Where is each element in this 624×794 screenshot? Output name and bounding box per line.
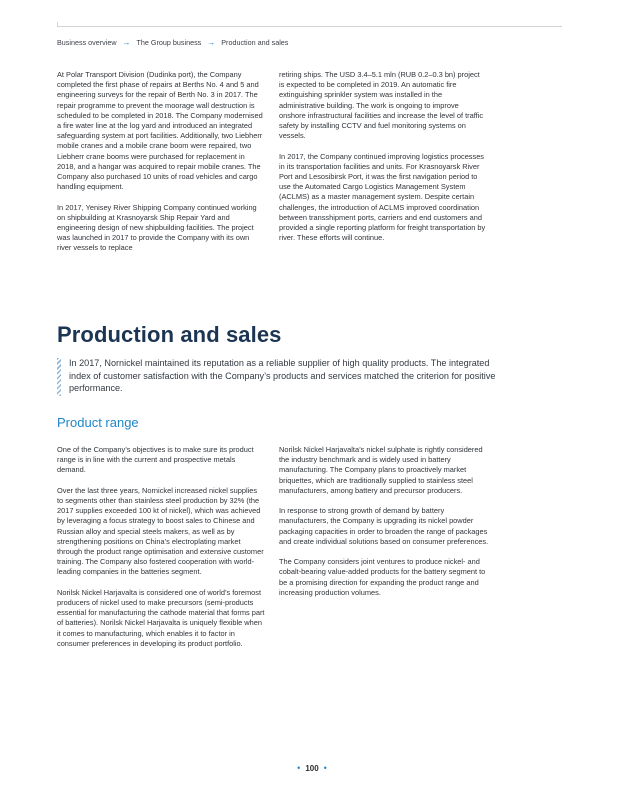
product-range-title: Product range (57, 415, 139, 430)
quote-bar (57, 358, 61, 396)
lead-quote (57, 357, 497, 397)
product-range-right-column (279, 445, 491, 608)
bullet-dot-icon: • (323, 763, 327, 773)
breadcrumb-item-production-and-sales[interactable]: Production and sales (221, 38, 289, 47)
breadcrumb (57, 38, 288, 47)
paragraph-logistics: In 2017, the Company continued improving logistics processes in its transportation facilities and units. For Krasnoyarsk River Port and Lesosibirsk Port, it was the first navigation period to use the Automated Cargo Logistics Management System (ACLMS) as a master management system. Despite certain challenges, the introduction of ACLMS improved coordination between transshipment ports, carriers and end customers and provided a single reporting platform for freight transportation by river. These efforts will continue. (279, 151, 486, 243)
paragraph-harjavalta: Norilsk Nickel Harjavalta is considered one of world’s foremost producers of nickel used to make precursors (semi-products essential for manufacturing the cathode material that forms part of batteries). Norilsk Nickel Harjavalta is uniquely flexible when it comes to manufacturing, which enables it to factor in consumer preferences in developing its product portfolio. (57, 587, 265, 648)
product-range-left-column (57, 445, 265, 659)
paragraph-yenisey-shipping: In 2017, Yenisey River Shipping Company continued working on shipbuilding at Krasnoyarsk Ship Repair Yard and engineering design of new shipbuilding facilities. The project was launched in 2017 to provide the Company with its own river vessels to replace (57, 202, 257, 253)
top-right-column (279, 70, 487, 254)
paragraph-objectives: One of the Company’s objectives is to make sure its product range is in line with the current and prospective metals demand. (57, 445, 254, 475)
paragraph-nickel-sulphate: Norilsk Nickel Harjavalta’s nickel sulphate is rightly considered the industry benchmark and is widely used in battery manufacturing. The Company plans to proactively market briquettes, which are traditionally supplied to stainless steel manufacturers, among battery and precursor producers. (279, 445, 483, 495)
paragraph-polar-transport: At Polar Transport Division (Dudinka port), the Company completed the first phase of repairs at Berths No. 4 and 5 and engineering surveys for the repair of Berth No. 3 in 2017. The repair programme to prevent the moorage wall destruction is scheduled to be completed in 2018. The Company modernised a fire water line at the log yard and introduced an integrated safeguarding system at port facilities. Additionally, two Liebherr mobile cranes and a mobile crane boom were repaired, two Liebherr crane booms were purchased for replacement in 2018, and a hangar was acquired to repair mobile cranes. The Company also purchased 10 units of road vehicles and cargo handling equipment. (57, 70, 263, 192)
paragraph-retiring-ships: retiring ships. The USD 3.4–5.1 mln (RUB 0.2–0.3 bn) project is expected to be completed in 2019. An automatic fire extinguishing sprinkler system was installed in the administrative building. The work is ongoing to improve onshore infrastructural facilities and increase the level of traffic safety by installing CCTV and fuel monitoring systems on vessels. (279, 70, 484, 141)
bullet-dot-icon: • (297, 763, 301, 773)
page-number-value: 100 (305, 764, 319, 773)
breadcrumb-item-business-overview[interactable]: Business overview (57, 38, 117, 47)
breadcrumb-item-group-business[interactable]: The Group business (136, 38, 202, 47)
header-rule (57, 26, 562, 27)
arrow-right-icon: → (122, 38, 131, 47)
arrow-right-icon: → (207, 38, 216, 47)
paragraph-nickel-supplies: Over the last three years, Nornickel increased nickel supplies to segments other than stainless steel production by 32% (the 2017 supplies exceeded 100 kt of nickel), which was achieved by leveraging a focus strategy to boost sales to Chinese and Russian alloy and special steels makers, as well as by strengthening positions on China’s electroplating market through the product range optimisation and extensive customer training. The Company also fostered cooperation with world-leading companies in the batteries segment. (57, 485, 264, 577)
paragraph-battery-demand: In response to strong growth of demand by battery manufacturers, the Company is upgrading its nickel powder packaging capacities in order to broaden the range of packages and create individual solutions based on consumer preferences. (279, 506, 489, 546)
lead-text: In 2017, Nornickel maintained its reputation as a reliable supplier of high quality products. The integrated index of customer satisfaction with the Company’s products and services matched the criterion for positive performance. (69, 358, 496, 394)
top-left-column (57, 70, 265, 264)
paragraph-joint-ventures: The Company considers joint ventures to produce nickel- and cobalt-bearing value-added products for the battery segment to be a promising direction for expanding the product range and increasing production volumes. (279, 557, 486, 597)
page-number (0, 763, 624, 773)
section-title: Production and sales (57, 322, 282, 347)
